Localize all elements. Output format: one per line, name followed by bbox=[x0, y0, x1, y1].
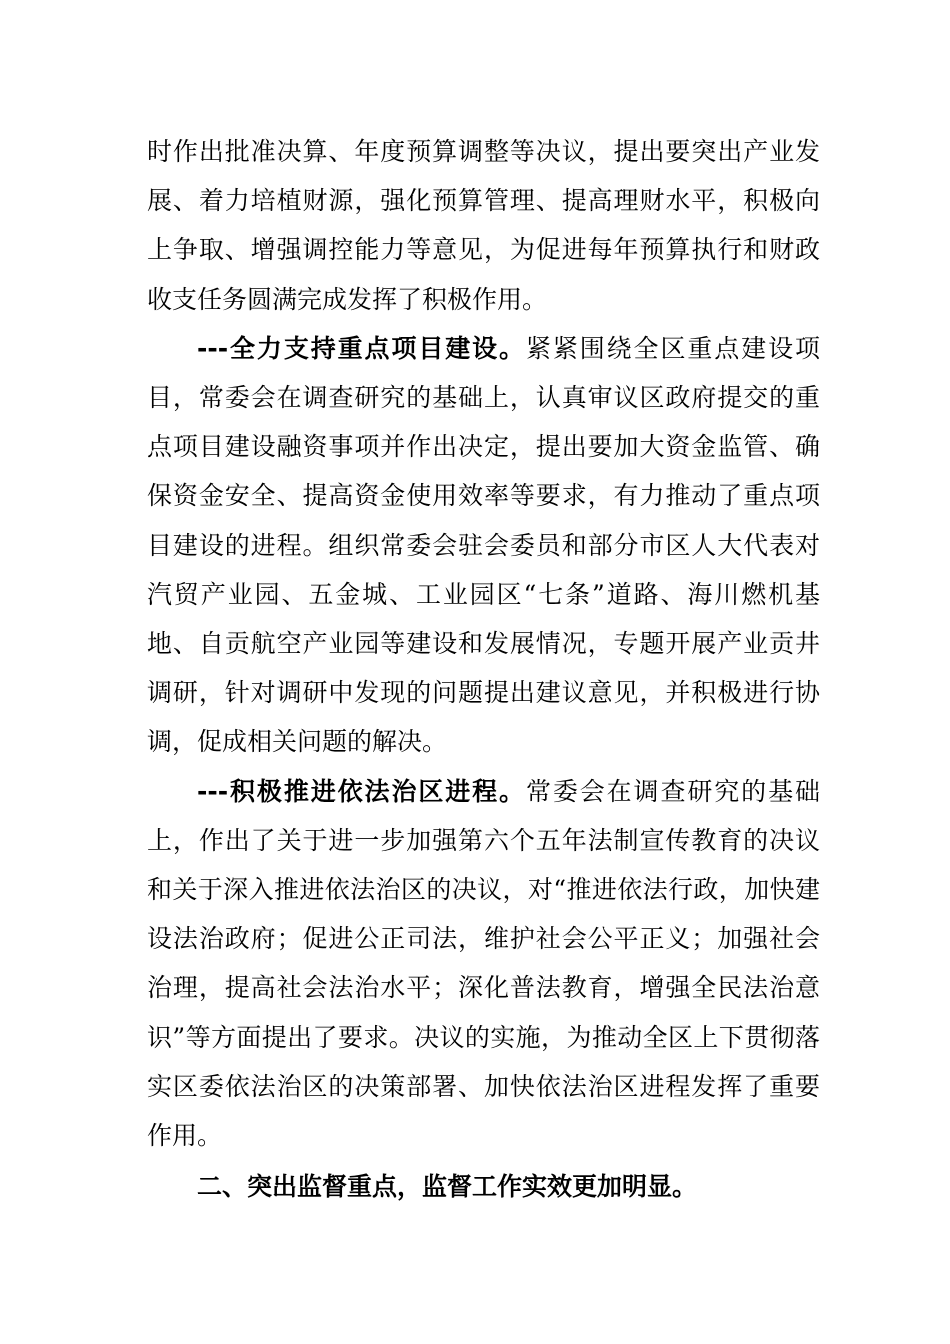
paragraph-key-projects bbox=[147, 324, 820, 767]
document-body bbox=[147, 127, 820, 1211]
paragraph-lead: ---积极推进依法治区进程。 bbox=[197, 776, 526, 806]
paragraph-text: 常委会在调查研究的基础上，作出了关于进一步加强第六个五年法制宣传教育的决议和关于深入推进依法治区的决议，对“推进依法行政，加快建设法治政府；促进公正司法，维护社会公平正义；加强社会治理，提高社会法治水平；深化普法教育，增强全民法治意识”等方面提出了要求。决议的实施，为推动全区上下贯彻落实区委依法治区的决策部署、加快依法治区进程发挥了重要作用。 bbox=[147, 776, 820, 1151]
paragraph-text: 紧紧围绕全区重点建设项目，常委会在调查研究的基础上，认真审议区政府提交的重点项目建设融资事项并作出决定，提出要加大资金监管、确保资金安全、提高资金使用效率等要求，有力推动了重点项目建设的进程。组织常委会驻会委员和部分市区人大代表对汽贸产业园、五金城、工业园区“七条”道路、海川燃机基地、自贡航空产业园等建设和发展情况，专题开展产业贡井调研，针对调研中发现的问题提出建议意见，并积极进行协调，促成相关问题的解决。 bbox=[147, 333, 820, 757]
paragraph-budget-continuation bbox=[147, 127, 820, 324]
paragraph-text: 时作出批准决算、年度预算调整等决议，提出要突出产业发展、着力培植财源，强化预算管理、提高理财水平，积极向上争取、增强调控能力等意见，为促进每年预算执行和财政收支任务圆满完成发挥了积极作用。 bbox=[147, 137, 820, 314]
section-heading: 二、突出监督重点，监督工作实效更加明显。 bbox=[197, 1172, 698, 1202]
paragraph-lead: ---全力支持重点项目建设。 bbox=[197, 333, 526, 363]
paragraph-rule-of-law bbox=[147, 767, 820, 1161]
